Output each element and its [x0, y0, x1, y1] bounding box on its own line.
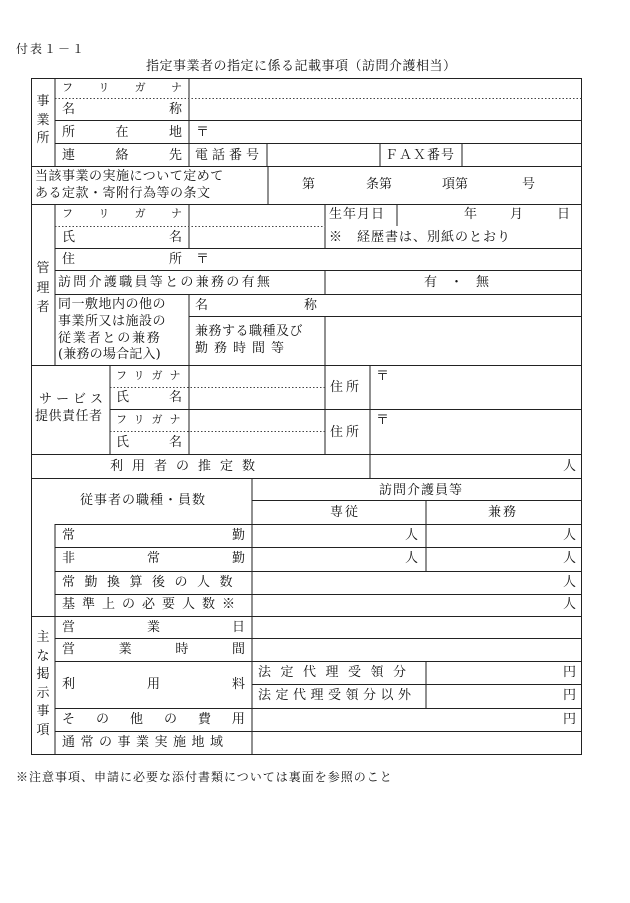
birth-day: 日: [557, 207, 571, 222]
office-contact-label: 連 絡 先: [62, 148, 182, 163]
other-label-line2: 事業所又は施設の: [58, 314, 167, 329]
staff-group-header: 訪問介護員等: [379, 483, 464, 498]
staff-row-required-label: 基準上の必要人数※: [62, 597, 243, 612]
fee-row-statutory-label: 法定代理受領分: [258, 665, 416, 680]
service-postal-mark-2: 〒: [376, 413, 390, 428]
office-postal-mark: 〒: [196, 125, 210, 140]
staff-col-fulltime-only: 専従: [330, 505, 361, 520]
articles-cell-3: 項第: [442, 177, 469, 192]
fee-row-statutory-unit: 円: [563, 665, 577, 680]
service-section-label-1: サービス: [39, 392, 108, 407]
manager-section-label: 管 理 者: [36, 261, 50, 315]
footnote: ※注意事項、申請に必要な添付書類については裏面を参照のこと: [16, 770, 393, 784]
resume-note: ※ 経歴書は、別紙のとおり: [329, 230, 512, 245]
service-address-label-2: 住所: [330, 425, 363, 440]
manager-name-label: 氏 名: [62, 230, 182, 245]
articles-cell-4: 号: [522, 177, 536, 192]
other-costs-unit: 円: [563, 712, 577, 727]
staff-row-fte-label: 常勤換算後の人数: [62, 575, 243, 590]
staff-row-parttime-unit1: 人: [405, 551, 419, 566]
fee-row-other-label: 法定代理受領分以外: [258, 688, 416, 703]
staff-row-fulltime-label: 常 勤: [62, 528, 245, 543]
business-days-label: 営 業 日: [62, 620, 245, 635]
manager-furigana-label: フ リ ガ ナ: [62, 207, 182, 220]
other-label-line4: (兼務の場合記入): [58, 347, 161, 362]
service-furigana-1: フリガナ: [116, 369, 188, 382]
articles-cell-2: 条第: [366, 177, 393, 192]
staff-row-fulltime-unit2: 人: [563, 528, 577, 543]
other-name-label: 名 称: [195, 298, 317, 313]
other-label-line1: 同一敷地内の他の: [58, 297, 167, 312]
articles-cell-1: 第: [302, 177, 316, 192]
staff-row-required-unit: 人: [563, 597, 577, 612]
users-estimate-unit: 人: [563, 459, 577, 474]
staff-col-concurrent: 兼務: [488, 505, 519, 520]
staff-row-parttime-label: 非 常 勤: [62, 551, 245, 566]
birth-year: 年: [464, 207, 478, 222]
service-furigana-2: フリガナ: [116, 413, 188, 426]
page-title: 指定事業者の指定に係る記載事項（訪問介護相当）: [146, 59, 457, 74]
manager-postal-mark: 〒: [196, 252, 210, 267]
articles-label-line1: 当該事業の実施について定めて: [35, 169, 224, 184]
other-duties-line1: 兼務する職種及び: [195, 324, 304, 339]
fee-row-other-unit: 円: [563, 688, 577, 703]
office-section-label: 事 業 所: [36, 94, 50, 146]
other-costs-label: そ の 他 の 費 用: [62, 712, 245, 727]
staff-header: 従事者の職種・員数: [80, 493, 207, 508]
users-estimate-label: 利用者の推定数: [110, 459, 265, 474]
office-fax-label: ＦＡＸ番号: [385, 148, 456, 163]
staff-row-parttime-unit2: 人: [563, 551, 577, 566]
manager-address-label: 住 所: [62, 252, 182, 267]
service-area-label: 通常の事業実施地域: [62, 735, 229, 750]
form-id: 付表１－１: [16, 42, 87, 56]
concurrent-label: 訪問介護職員等との兼務の有無: [58, 275, 273, 290]
fees-label: 利 用 料: [62, 677, 245, 692]
staff-row-fte-unit: 人: [563, 575, 577, 590]
birth-month: 月: [510, 207, 524, 222]
main-section-label: 主 な 掲 示 事 項: [36, 630, 50, 738]
service-name-label-1: 氏 名: [116, 390, 182, 405]
service-postal-mark-1: 〒: [376, 369, 390, 384]
birth-date-label: 生年月日: [329, 207, 386, 222]
service-address-label-1: 住所: [330, 380, 363, 395]
service-name-label-2: 氏 名: [116, 435, 182, 450]
office-furigana-label: フ リ ガ ナ: [62, 81, 182, 94]
articles-label-line2: ある定款・寄附行為等の条文: [35, 186, 211, 201]
other-duties-line2: 勤務時間等: [195, 341, 291, 356]
office-tel-label: 電話番号: [195, 148, 264, 163]
service-section-label-2: 提供責任者: [35, 409, 103, 424]
business-hours-label: 営 業 時 間: [62, 642, 245, 657]
other-label-line3: 従業者との兼務: [58, 331, 162, 346]
concurrent-value: 有 ・ 無: [424, 275, 490, 290]
office-address-label: 所 在 地: [62, 125, 182, 140]
office-name-label: 名 称: [62, 102, 182, 117]
staff-row-fulltime-unit1: 人: [405, 528, 419, 543]
